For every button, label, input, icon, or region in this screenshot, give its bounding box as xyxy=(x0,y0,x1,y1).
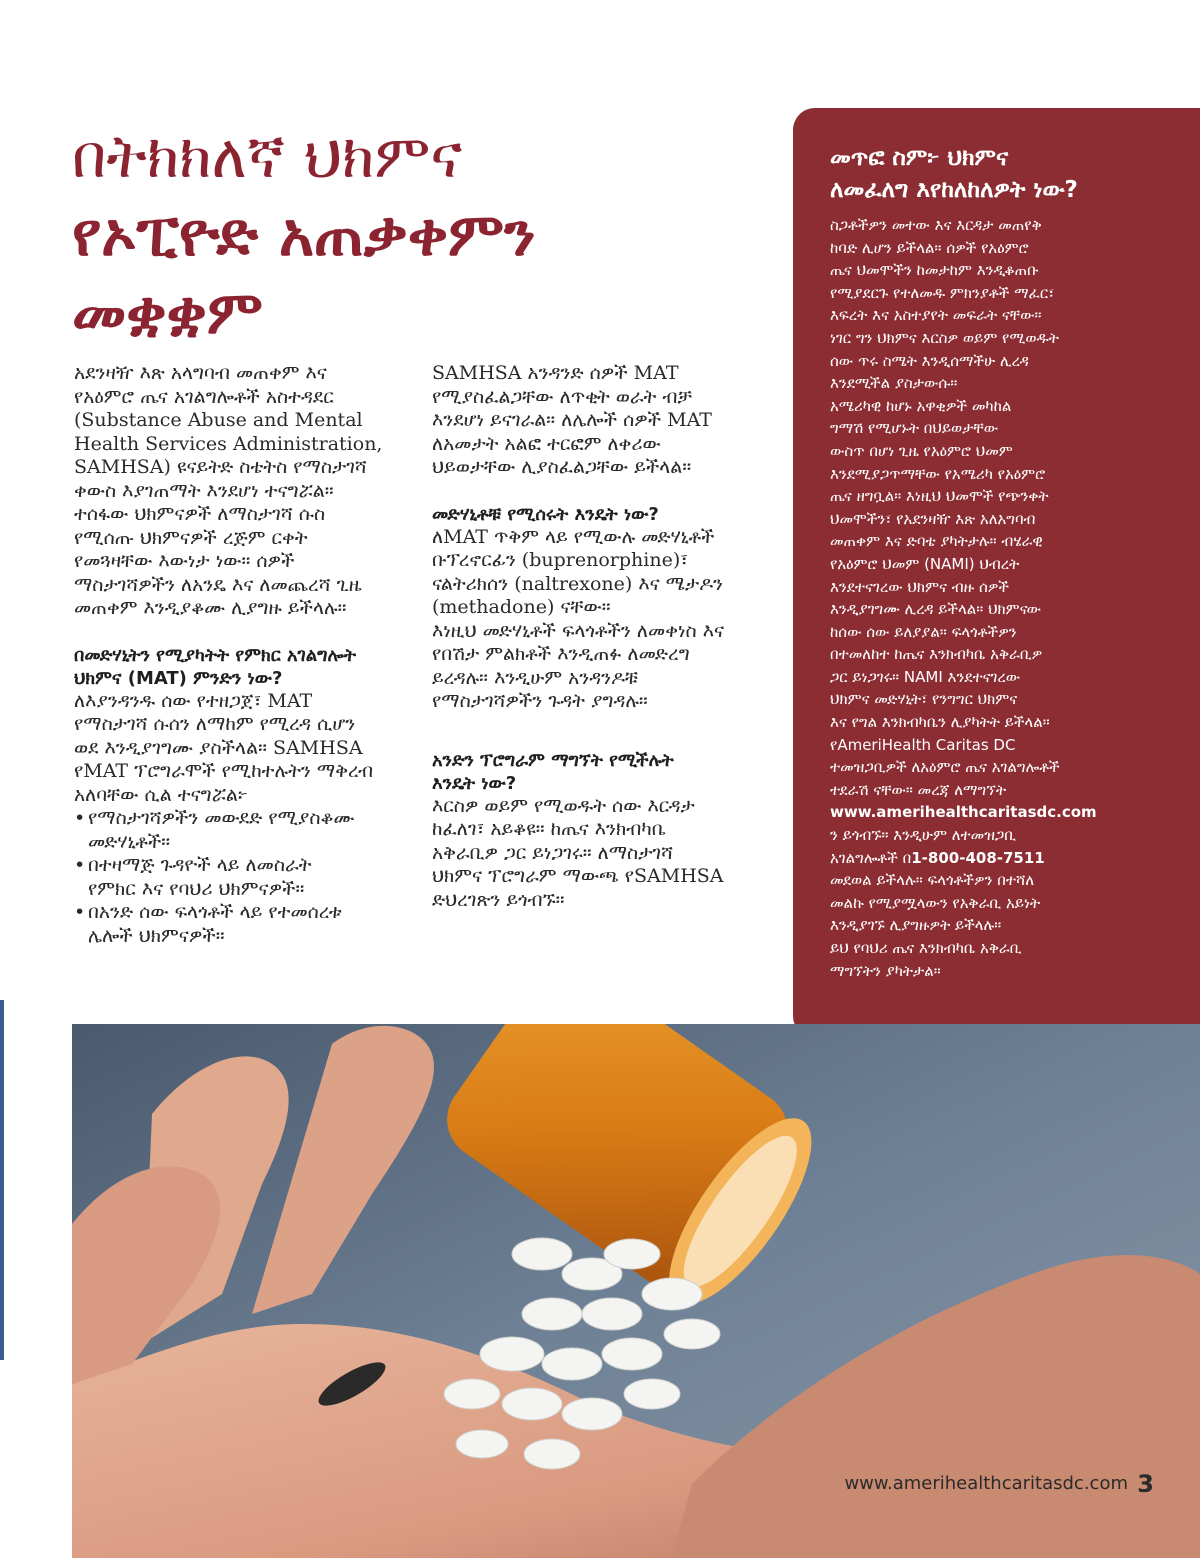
sidebar-paragraph-1: ስጋቶችዎን መተው እና እርዳታ መጠየቅ ከባድ ሊሆን ይችላል። ሰዎች የአዕምሮ ጤና ህመሞችን ከመታከም እንዲቆጠቡ የሚያደርጉ የተለመዱ ምክንያቶች ማፈር፣ እፍረት እና አስተያየት መፍራት ናቸው። ነገር ግን ህክምና እርስዎ ወይም የሚወዱት ሰው ጥሩ ስሜት እንዲሰማችሁ ሊረዳ እንደሚችል ያስታውሱ። xyxy=(830,216,1059,393)
footer-website[interactable]: www.amerihealthcaritasdc.com xyxy=(844,1473,1128,1494)
article-column-middle xyxy=(432,362,782,912)
duration-paragraph: SAMHSA አንዳንድ ሰዎች MAT የሚያስፈልጋቸው ለጥቂት ወራት ብቻ እንደሆነ ይናገራል። ለሌሎች ሰዎች MAT ለአመታት አልፎ ተርፎም ለቀሪው ህይወታቸው ሊያስፈልጋቸው ይችላል። xyxy=(432,362,712,478)
intro-paragraph: አደንዛዥ እጽ አላግባብ መጠቀም እና የአዕምሮ ጤና አገልግሎቶች አስተዳደር (Substance Abuse and Mental Health Services Administration, SAMHSA) ዩናይትድ ስቴትስ የማስታገሻ ቀውስ እያገጠማት እንደሆነ ተናግሯል። ተሰፋው ህክምናዎች ለማስታገሻ ሱስ የሚሰጡ ህክምናዎች ረጅም ርቀት የመጓዛቸው እውነታ ነው። ሰዎች ማስታገሻዎችን ለአንዴ እና ለመጨረሻ ጊዜ መጠቀም እንዲያቆሙ ሊያግዙ ይችላሉ። xyxy=(74,362,383,619)
medications-heading: መድሃኒቶቹ የሚሰሩት እንዴት ነው? xyxy=(432,503,659,525)
bullet-icon: • xyxy=(74,807,86,829)
list-item: • በአንድ ሰው ፍላጎቶች ላይ የተመሰረቱ ሌሎች ህክምናዎች። xyxy=(74,901,342,947)
list-item: • በተዛማጅ ጉዳዮች ላይ ለመስራት የምክር እና የባህሪ ህክምናዎች። xyxy=(74,854,312,900)
title-line-3: መቋቋም xyxy=(72,278,263,348)
list-item: • የማስታገሻዎችን መውደድ የሚያስቆሙ መድሃኒቶች። xyxy=(74,807,355,853)
mat-heading: በመድሃኒትን የሚያካትት የምክር አገልግሎት ህክምና (MAT) ምንድን ነው? xyxy=(74,644,357,689)
bullet-icon: • xyxy=(74,901,86,923)
title-line-2: የኦፒዮድ አጠቃቀምን xyxy=(72,200,536,270)
mat-bullet-list xyxy=(74,807,414,948)
medications-paragraph: ለMAT ጥቅም ላይ የሚውሉ መድሃኒቶች ቡፕረኖርፊን (buprenorphine)፣ ናልትሪክሰን (naltrexone) እና ሜታዶን (methadone) ናቸው። እነዚህ መድሃኒቶች ፍላጎቶችን ለመቀነስ እና የበሽታ ምልክቶች እንዲጠፉ ለመድረግ ይረዳሉ። እንዲሁም አንዳንዶቹ የማስታገሻዎችን ጉዳት ያግዳሉ። xyxy=(432,525,725,712)
article-column-left xyxy=(74,362,414,948)
find-program-heading: አንድን ፕሮግራም ማግኘት የሚችሉት እንዴት ነው? xyxy=(432,749,674,794)
find-program-paragraph: እርስዎ ወይም የሚወዱት ሰው እርዳታ ከፈለገ፣ አይቆዩ። ከጤና እንክብካቤ አቅራቢዎ ጋር ይነጋገሩ። ለማስታገሻ ህክምና ፕሮግራም ማውጫ የSAMHSA ድህረገጽን ይጎብኙ። xyxy=(432,794,724,911)
page-number: 3 xyxy=(1137,1470,1154,1498)
bullet-icon: • xyxy=(74,854,86,876)
title-line-1: በትክክለኛ ህክምና xyxy=(72,122,463,192)
website-link[interactable]: www.amerihealthcaritasdc.com xyxy=(830,803,1097,822)
edge-accent-bar xyxy=(0,1000,4,1360)
mat-paragraph: ለእያንዳንዱ ሰው የተዘጋጀ፣ MAT የማስታገሻ ሱሰን ለማከም የሚረዳ ሲሆን ወደ እንዲያገግሙ ያስችላል። SAMHSA የMAT ፕሮግራሞች የሚከተሉትን ማቅረብ አለባቸው ሲል ተናግሯል፦ xyxy=(74,689,374,806)
sidebar-paragraph-2: አሜሪካዊ ከሆኑ አዋቂዎች መካከል ግማሽ የሚሆኑት በህይወታቸው ውስጥ በሆነ ጊዜ የአዕምሮ ህመም እንደሚያጋጥማቸው የአሜሪካ የአዕምሮ ጤና ዘግቧል። እነዚህ ህመሞች የጭንቀት ህመሞችን፣ የአደንዛዥ እጽ አለአግባብ መጠቀም እና ድባቴ ያካትታሉ። ብሄራዊ የአዕምሮ ህመም (NAMI) ህብረት እንደተናገረው ህክምና ብዙ ሰዎች እንዲያገግሙ ሊረዳ ይችላል። ህክምናው ከሰው ሰው ይለያያል። ፍላጎቶችዎን በተመለከተ ከጤና እንክብካቤ አቅራቢዎ ጋር ይነጋገሩ። NAMI እንደተናገረው ህክምና መድሃኒት፣ የንግግር ህክምና እና የግል እንክብካቤን ሊያካትት ይችላል። xyxy=(830,396,1050,732)
stigma-sidebar xyxy=(793,108,1200,1038)
sidebar-heading: መጥፎ ስም፦ ህክምና ለመፈለግ እየከለከለዎት ነው? xyxy=(830,145,1078,203)
article-title xyxy=(72,118,772,352)
sidebar-paragraph-3: የAmeriHealth Caritas DC ተመዝጋቢዎች ለአዕምሮ ጤና አገልግሎቶች ተደራሽ ናቸው። መረጃ ለማግኘት www.amerihealthcaritasdc.com ን ይጎብኙ። እንዲሁም ለተመዝጋቢ አገልግሎቶች በ1-800-408-7511 መደወል ይችላሉ። ፍላጎቶችዎን በተሻለ መልኩ የሚያሟላውን የአቅራቢ አይነት እንዲያገኙ ሊያግዙዎት ይችላሉ። ይህ የባህሪ ጤና እንክብካቤ አቅራቢ ማግኘትን ያካትታል። xyxy=(830,735,1097,980)
phone-number-link[interactable]: 1-800-408-7511 xyxy=(911,848,1045,867)
